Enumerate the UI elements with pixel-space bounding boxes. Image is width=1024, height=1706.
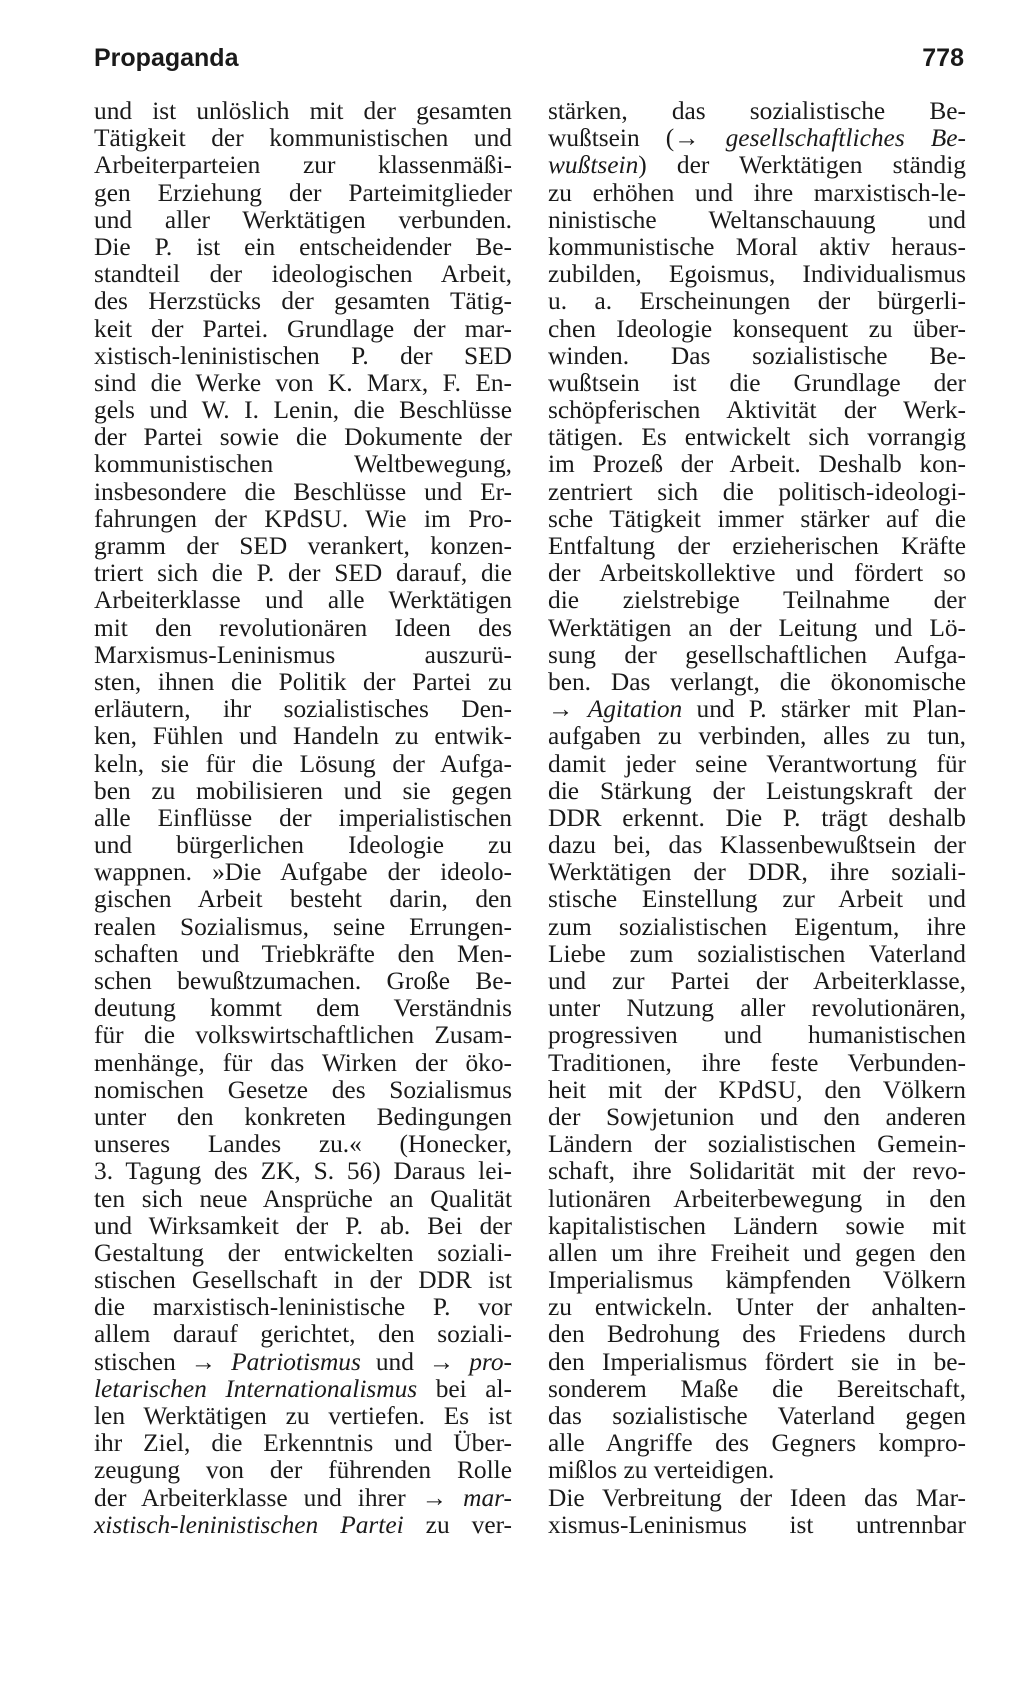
right-column-line: ben. Das verlangt, die ökonomische (548, 667, 966, 696)
right-column (548, 98, 966, 1539)
left-column-line: fahrungen der KPdSU. Wie im Pro- (94, 504, 512, 533)
right-column-line: → Agitation und P. stärker mit Plan- (548, 695, 966, 724)
left-column-line: zeugung von der führenden Rolle (94, 1456, 512, 1485)
right-column-line: Entfaltung der erzieherischen Kräfte (548, 532, 966, 560)
left-column-line: sind die Werke von K. Marx, F. En- (94, 368, 512, 397)
right-column-line: die Stärkung der Leistungskraft der (548, 776, 966, 805)
right-column-line: im Prozeß der Arbeit. Deshalb kon- (548, 450, 966, 479)
right-column-line: ninistische Weltanschauung und (548, 205, 966, 234)
left-column-line: triert sich die P. der SED darauf, die (94, 559, 512, 588)
left-column-line: keit der Partei. Grundlage der mar- (94, 314, 512, 343)
right-column-line: DDR erkennt. Die P. trägt deshalb (548, 803, 966, 832)
right-column-line: zu erhöhen und ihre marxistisch-le- (548, 178, 966, 207)
right-column-line: sche Tätigkeit immer stärker auf die (548, 504, 966, 533)
left-column-line: 3. Tagung des ZK, S. 56) Daraus lei- (94, 1157, 512, 1186)
right-column-line: den Imperialismus fördert sie in be- (548, 1347, 966, 1376)
left-column-line: und Wirksamkeit der P. ab. Bei der (94, 1211, 512, 1240)
right-column-line: zu entwickeln. Unter der anhalten- (548, 1293, 966, 1322)
left-column-line: für die volkswirtschaftlichen Zusam- (94, 1021, 512, 1050)
right-column-line: winden. Das sozialistische Be- (548, 341, 966, 370)
right-column-line: unter Nutzung aller revolutionären, (548, 994, 966, 1023)
left-column-line: Tätigkeit der kommunistischen und (94, 124, 512, 153)
left-column-line: kommunistischen Weltbewegung, (94, 450, 512, 479)
right-column-line: zum sozialistischen Eigentum, ihre (548, 912, 966, 941)
right-column-line: schöpferischen Aktivität der Werk- (548, 396, 966, 425)
right-column-line: der Sowjetunion und den anderen (548, 1102, 966, 1131)
right-column-line: dazu bei, das Klassenbewußtsein der (548, 831, 966, 860)
left-column-line: insbesondere die Beschlüsse und Er- (94, 477, 512, 506)
left-column-line: keln, sie für die Lösung der Aufga- (94, 749, 512, 778)
left-column-line: die marxistisch-leninistische P. vor (94, 1293, 512, 1322)
right-column-line: alle Angriffe des Gegners kompro- (548, 1429, 966, 1458)
left-column-line: gramm der SED verankert, konzen- (94, 532, 512, 560)
left-column-line: wappnen. »Die Aufgabe der ideolo- (94, 858, 512, 887)
right-column-line: Imperialismus kämpfenden Völkern (548, 1266, 966, 1295)
right-column-line: und zur Partei der Arbeiterklasse, (548, 967, 966, 995)
right-column-line: sung der gesellschaftlichen Aufga- (548, 640, 966, 669)
left-column-line: realen Sozialismus, seine Errungen- (94, 912, 512, 941)
left-column-line: standteil der ideologischen Arbeit, (94, 260, 512, 289)
left-column-line: Arbeiterklasse und alle Werktätigen (94, 586, 512, 615)
left-column-line: xistisch-leninistischen Partei zu ver- (94, 1510, 512, 1539)
right-column-line: heit mit der KPdSU, den Völkern (548, 1075, 966, 1104)
left-column-line: ben zu mobilisieren und sie gegen (94, 776, 512, 805)
right-column-line: kapitalistischen Ländern sowie mit (548, 1211, 966, 1240)
right-column-line: zubilden, Egoismus, Individualismus (548, 260, 966, 289)
left-column-line: sten, ihnen die Politik der Partei zu (94, 667, 512, 696)
left-column-line: der Arbeiterklasse und ihrer → mar- (94, 1483, 512, 1512)
right-column-line: chen Ideologie konsequent zu über- (548, 314, 966, 343)
left-column-line: menhänge, für das Wirken der öko- (94, 1048, 512, 1077)
left-column-line: nomischen Gesetze des Sozialismus (94, 1075, 512, 1104)
right-column-line: wußtsein ist die Grundlage der (548, 368, 966, 397)
left-column-line: len Werktätigen zu vertiefen. Es ist (94, 1402, 512, 1430)
left-column (94, 98, 512, 1539)
page-number: 778 (922, 44, 964, 72)
left-column-line: ken, Fühlen und Handeln zu entwik- (94, 722, 512, 751)
left-column-line: Gestaltung der entwickelten soziali- (94, 1238, 512, 1267)
left-column-line: unseres Landes zu.« (Honecker, (94, 1130, 512, 1159)
right-column-line: Liebe zum sozialistischen Vaterland (548, 939, 966, 968)
right-column-line: xismus-Leninismus ist untrennbar (548, 1510, 966, 1539)
left-column-line: gels und W. I. Lenin, die Beschlüsse (94, 396, 512, 425)
right-column-line: tätigen. Es entwickelt sich vorrangig (548, 423, 966, 452)
left-column-line: und ist unlöslich mit der gesamten (94, 97, 512, 125)
right-column-line: stärken, das sozialistische Be- (548, 97, 966, 125)
left-column-line: ten sich neue Ansprüche an Qualität (94, 1184, 512, 1213)
left-column-line: deutung kommt dem Verständnis (94, 994, 512, 1023)
left-column-line: stischen → Patriotismus und → pro- (94, 1347, 512, 1376)
right-column-line: sonderem Maße die Bereitschaft, (548, 1374, 966, 1403)
left-column-line: der Partei sowie die Dokumente der (94, 423, 512, 452)
left-column-line: schaften und Triebkräfte den Men- (94, 939, 512, 968)
left-column-line: alle Einflüsse der imperialistischen (94, 803, 512, 832)
right-column-line: den Bedrohung des Friedens durch (548, 1320, 966, 1349)
left-column-line: des Herzstücks der gesamten Tätig- (94, 287, 512, 316)
right-column-line: damit jeder seine Verantwortung für (548, 749, 966, 778)
left-column-line: ihr Ziel, die Erkenntnis und Über- (94, 1429, 512, 1458)
right-column-line: allen um ihre Freiheit und gegen den (548, 1238, 966, 1267)
right-column-line: das sozialistische Vaterland gegen (548, 1402, 966, 1430)
right-column-line: wußtsein) der Werktätigen ständig (548, 151, 966, 180)
right-column-line: mißlos zu verteidigen. (548, 1456, 775, 1485)
left-column-line: mit den revolutionären Ideen des (94, 613, 512, 642)
right-column-line: aufgaben zu verbinden, alles zu tun, (548, 722, 966, 751)
right-column-line: u. a. Erscheinungen der bürgerli- (548, 287, 966, 316)
left-column-line: und aller Werktätigen verbunden. (94, 205, 512, 234)
right-column-line: schaft, ihre Solidarität mit der revo- (548, 1157, 966, 1186)
right-column-line: Die Verbreitung der Ideen das Mar- (548, 1483, 966, 1512)
right-column-line: stische Einstellung zur Arbeit und (548, 885, 966, 914)
right-column-line: progressiven und humanistischen (548, 1021, 966, 1050)
left-column-line: Arbeiterparteien zur klassenmäßi- (94, 151, 512, 180)
right-column-line: wußtsein (→ gesellschaftliches Be- (548, 124, 966, 153)
right-column-line: Ländern der sozialistischen Gemein- (548, 1130, 966, 1159)
left-column-line: gischen Arbeit besteht darin, den (94, 885, 512, 914)
right-column-line: lutionären Arbeiterbewegung in den (548, 1184, 966, 1213)
right-column-line: die zielstrebige Teilnahme der (548, 586, 966, 615)
left-column-line: stischen Gesellschaft in der DDR ist (94, 1266, 512, 1295)
right-column-line: der Arbeitskollektive und fördert so (548, 559, 966, 588)
left-column-line: erläutern, ihr sozialistisches Den- (94, 695, 512, 724)
left-column-line: Marxismus-Leninismus auszurü- (94, 640, 512, 669)
left-column-line: gen Erziehung der Parteimitglieder (94, 178, 512, 207)
right-column-line: Werktätigen der DDR, ihre soziali- (548, 858, 966, 887)
left-column-line: schen bewußtzumachen. Große Be- (94, 967, 512, 995)
left-column-line: unter den konkreten Bedingungen (94, 1102, 512, 1131)
left-column-line: und bürgerlichen Ideologie zu (94, 831, 512, 860)
left-column-line: Die P. ist ein entscheidender Be- (94, 232, 512, 261)
left-column-line: letarischen Internationalismus bei al- (94, 1374, 513, 1403)
left-column-line: xistisch-leninistischen P. der SED (94, 341, 512, 370)
running-head: Propaganda (94, 44, 239, 72)
right-column-line: Traditionen, ihre feste Verbunden- (548, 1048, 966, 1077)
left-column-line: allem darauf gerichtet, den soziali- (94, 1320, 512, 1349)
right-column-line: Werktätigen an der Leitung und Lö- (548, 613, 966, 642)
right-column-line: zentriert sich die politisch-ideologi- (548, 477, 966, 506)
right-column-line: kommunistische Moral aktiv heraus- (548, 232, 966, 261)
